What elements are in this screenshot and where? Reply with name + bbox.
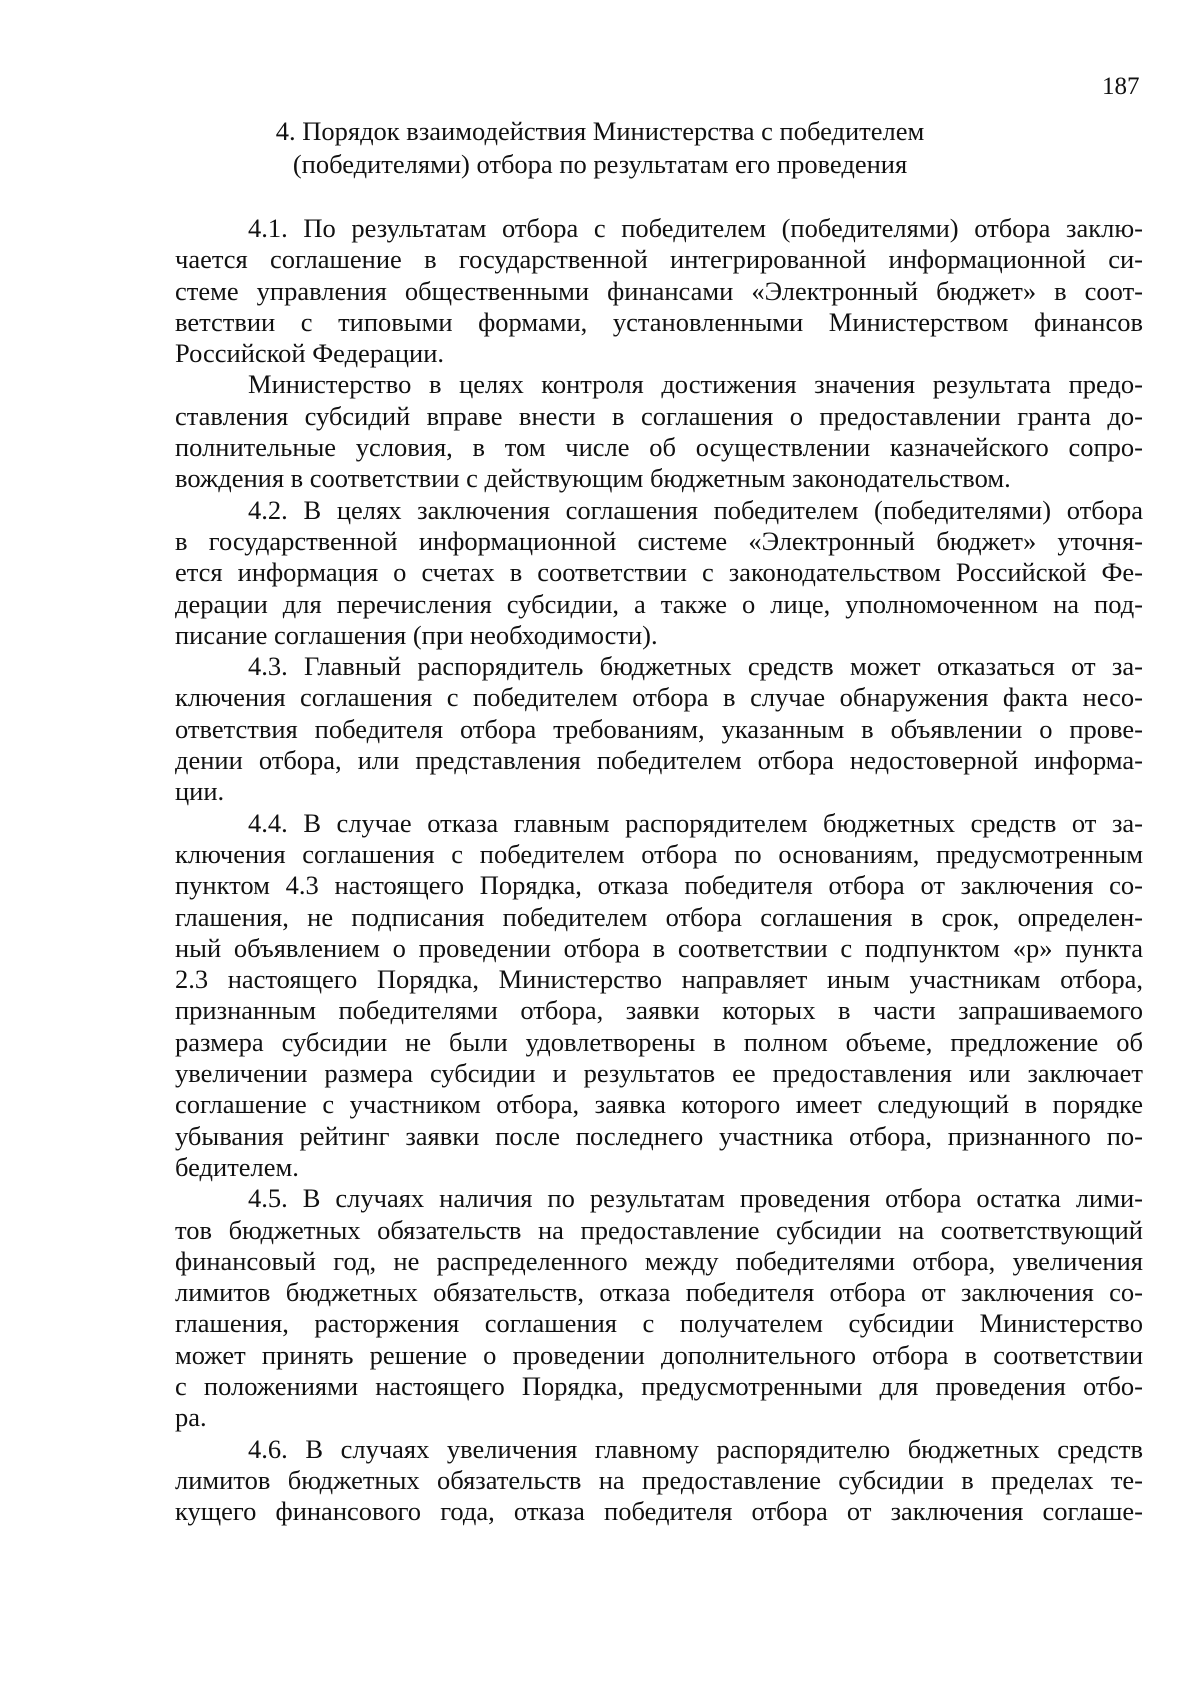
text-line: стеме управления общественными финансами «Электронный бюджет» в соот- [175,275,1143,306]
page-number: 187 [1102,73,1140,100]
text-line: кущего финансового года, отказа победителя отбора от заключения соглаше- [175,1496,1143,1527]
text-line: размера субсидии не были удовлетворены в полном объеме, предложение об [175,1026,1143,1057]
text-line: глашения, расторжения соглашения с получателем субсидии Министерство [175,1308,1143,1339]
section-heading [175,115,1025,181]
text-line: лимитов бюджетных обязательств, отказа победителя отбора от заключения со- [175,1277,1143,1308]
text-line: вождения в соответствии с действующим бюджетным законодательством. [175,463,1011,494]
text-line: ответствия победителя отбора требованиям, указанным в объявлении о прове- [175,713,1143,744]
text-line: убывания рейтинг заявки после последнего участника отбора, признанного по- [175,1120,1143,1151]
paragraph [175,369,1143,494]
text-line: дерации для перечисления субсидии, а также о лице, уполномоченном на под- [175,588,1143,619]
text-line: тов бюджетных обязательств на предоставление субсидии на соответствующий [175,1214,1143,1245]
text-line: 4.4. В случае отказа главным распорядителем бюджетных средств от за- [248,807,1143,838]
text-line: полнительные условия, в том числе об осуществлении казначейского сопро- [175,432,1143,463]
text-line: пунктом 4.3 настоящего Порядка, отказа победителя отбора от заключения со- [175,870,1143,901]
text-line: чается соглашение в государственной интегрированной информационной си- [175,244,1143,275]
text-line: Министерство в целях контроля достижения значения результата предо- [248,369,1143,400]
document-body [175,213,1143,1527]
paragraph [175,1434,1143,1528]
text-line: увеличении размера субсидии и результатов ее предоставления или заключает [175,1058,1143,1089]
heading-line: (победителями) отбора по результатам его проведения [292,149,908,179]
text-line: соглашение с участником отбора, заявка которого имеет следующий в порядке [175,1089,1143,1120]
heading-line: 4. Порядок взаимодействия Министерства с победителем [275,116,925,146]
text-line: ключения соглашения с победителем отбора в случае обнаружения факта несо- [175,682,1143,713]
text-line: ра. [175,1402,207,1433]
text-line: ставления субсидий вправе внести в соглашения о предоставлении гранта до- [175,400,1143,431]
paragraph [175,651,1143,807]
text-line: писание соглашения (при необходимости). [175,619,658,650]
text-line: 2.3 настоящего Порядка, Министерство направляет иным участникам отбора, [175,964,1143,995]
paragraph [175,495,1143,651]
text-line: 4.6. В случаях увеличения главному распорядителю бюджетных средств [248,1433,1143,1464]
text-line: с положениями настоящего Порядка, предусмотренными для проведения отбо- [175,1370,1143,1401]
text-line: ции. [175,776,225,807]
text-line: дении отбора, или представления победителем отбора недостоверной информа- [175,745,1143,776]
paragraph [175,213,1143,369]
text-line: ется информация о счетах в соответствии с законодательством Российской Фе- [175,557,1143,588]
text-line: в государственной информационной системе «Электронный бюджет» уточня- [175,525,1143,556]
text-line: ключения соглашения с победителем отбора по основаниям, предусмотренным [175,838,1143,869]
text-line: 4.3. Главный распорядитель бюджетных средств может отказаться от за- [248,651,1143,682]
text-line: ный объявлением о проведении отбора в соответствии с подпунктом «р» пункта [175,932,1143,963]
text-line: может принять решение о проведении дополнительного отбора в соответствии [175,1339,1143,1370]
text-line: 4.5. В случаях наличия по результатам проведения отбора остатка лими- [248,1183,1143,1214]
paragraph [175,1183,1143,1433]
text-line: финансовый год, не распределенного между победителями отбора, увеличения [175,1245,1143,1276]
text-line: лимитов бюджетных обязательств на предоставление субсидии в пределах те- [175,1464,1143,1495]
text-line: глашения, не подписания победителем отбора соглашения в срок, определен- [175,901,1143,932]
paragraph [175,808,1143,1184]
text-line: Российской Федерации. [175,338,444,369]
text-line: бедителем. [175,1151,299,1182]
text-line: 4.2. В целях заключения соглашения победителем (победителями) отбора [248,494,1143,525]
text-line: ветствии с типовыми формами, установленными Министерством финансов [175,306,1143,337]
text-line: признанным победителями отбора, заявки которых в части запрашиваемого [175,995,1143,1026]
text-line: 4.1. По результатам отбора с победителем (победителями) отбора заклю- [248,213,1143,243]
